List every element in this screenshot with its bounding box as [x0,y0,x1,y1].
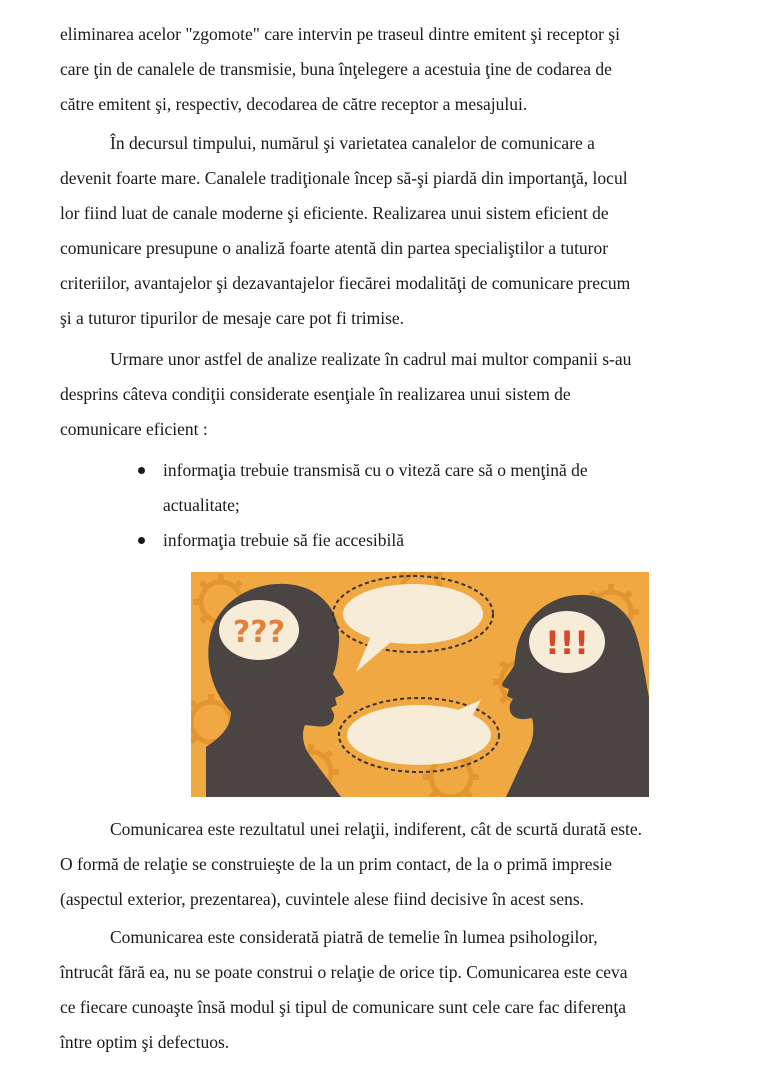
communication-illustration [191,572,649,797]
paragraph-3 [60,342,725,447]
question-marks-icon: ??? [232,615,286,650]
exclamation-marks-icon: !!! [545,624,589,662]
text-line: Urmare unor astfel de analize realizate în cadrul mai multor companii s-au [110,349,632,369]
text-line: (aspectul exterior, prezentarea), cuvintele alese fiind decisive în acest sens. [60,889,585,909]
text-line: desprins câteva condiţii considerate esenţiale în realizarea unui sistem de [60,384,571,404]
text-line: între optim şi defectuos. [60,1032,230,1052]
text-line: informaţia trebuie să fie accesibilă [163,530,404,550]
text-line: criteriilor, avantajelor şi dezavantajelor fiecărei modalităţi de comunicare precum [60,273,631,293]
text-line: informaţia trebuie transmisă cu o viteză care să o menţină de [163,460,588,480]
paragraph-2 [60,126,725,336]
text-line: ce fiecare cunoaşte însă modul şi tipul de comunicare sunt cele care fac diferenţa [60,997,627,1017]
bullet-item [60,453,660,523]
paragraph-5 [60,920,725,1060]
communication-illustration-svg [191,572,649,797]
text-line: întrucât fără ea, nu se poate construi o relaţie de orice tip. Comunicarea este ceva [60,962,628,982]
text-line: comunicare presupune o analiză foarte atentă din partea specialiştilor a tuturor [60,238,609,258]
text-line: comunicare eficient : [60,419,208,439]
text-line: eliminarea acelor "zgomote" care intervin pe traseul dintre emitent şi receptor şi [60,24,620,44]
text-line: În decursul timpului, numărul şi varietatea canalelor de comunicare a [110,133,595,153]
paragraph-1 [60,17,725,122]
bullet-list [60,453,660,558]
text-line: către emitent şi, respectiv, decodarea de către receptor a mesajului. [60,94,528,114]
text-line: Comunicarea este rezultatul unei relaţii, indiferent, cât de scurtă durată este. [110,819,643,839]
text-line: actualitate; [163,495,240,515]
text-line: devenit foarte mare. Canalele tradiţionale încep să-şi piardă din importanţă, locul [60,168,628,188]
bullet-dot-icon [138,537,145,544]
text-line: lor fiind luat de canale moderne şi eficiente. Realizarea unui sistem eficient de [60,203,609,223]
text-line: Comunicarea este considerată piatră de temelie în lumea psihologilor, [110,927,598,947]
bullet-item [60,523,660,558]
text-line: şi a tuturor tipurilor de mesaje care pot fi trimise. [60,308,405,328]
paragraph-4 [60,812,725,917]
bullet-dot-icon [138,467,145,474]
text-line: care ţin de canalele de transmisie, buna înţelegere a acestuia ţine de codarea de [60,59,612,79]
text-line: O formă de relaţie se construieşte de la un prim contact, de la o primă impresie [60,854,613,874]
